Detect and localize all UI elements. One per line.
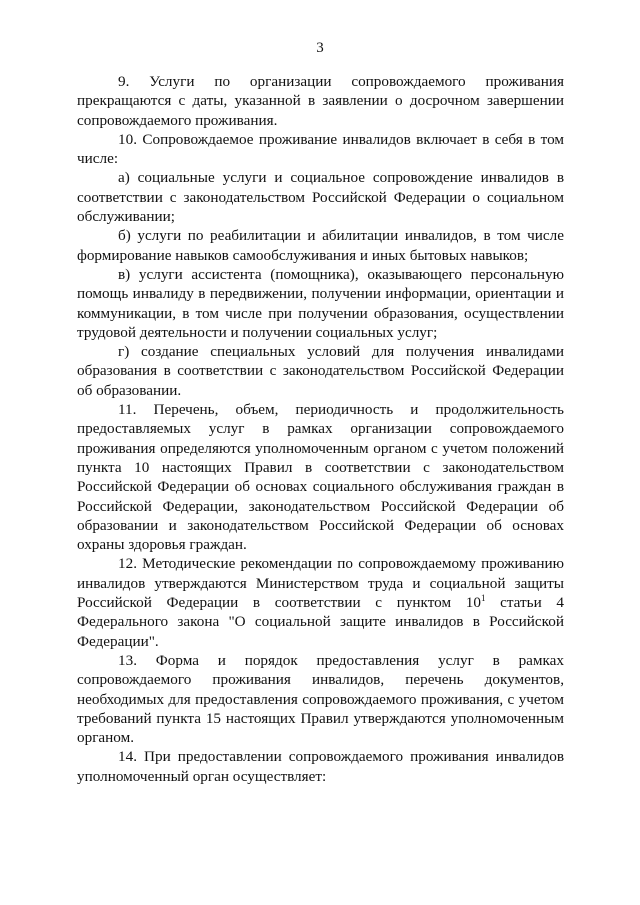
page-number: 3 (316, 40, 324, 56)
paragraph-10-a: а) социальные услуги и социальное сопровождение инвалидов в соответствии с законодательством Российской Федерации о социальном обслуживании; (77, 169, 564, 226)
paragraph-10-g: г) создание специальных условий для получения инвалидами образования в соответствии с законодательством Российской Федерации об образовании. (77, 343, 564, 399)
document-body (77, 72, 564, 786)
paragraph-9: 9. Услуги по организации сопровождаемого проживания прекращаются с даты, указанной в заявлении о досрочном завершении сопровождаемого проживания. (77, 73, 564, 129)
paragraph-12-text-end: статьи 4 Федерального закона "О социальной защите инвалидов в Российской Федерации". (77, 594, 564, 650)
paragraph-13: 13. Форма и порядок предоставления услуг в рамках сопровождаемого проживания инвалидов, перечень документов, необходимых для предоставления сопровождаемого проживания, с учетом требований пункта 15 настоящих Правил утверждаются уполномоченным органом. (77, 651, 564, 747)
paragraph-12 (77, 554, 564, 650)
paragraph-12-superscript: 1 (480, 592, 486, 603)
paragraph-10-b: б) услуги по реабилитации и абилитации инвалидов, в том числе формирование навыков самообслуживания и иных бытовых навыков; (77, 227, 564, 264)
paragraph-14: 14. При предоставлении сопровождаемого проживания инвалидов уполномоченный орган осуществляет: (77, 748, 564, 785)
paragraph-11: 11. Перечень, объем, периодичность и продолжительность предоставляемых услуг в рамках организации сопровождаемого проживания определяются уполномоченным органом с учетом положений пункта 10 настоящих Правил в соответствии с законодательством Российской Федерации об основах социального обслуживания граждан в Российской Федерации, законодательством Российской Федерации об образовании и законодательством Российской Федерации об основах охраны здоровья граждан. (77, 401, 564, 554)
paragraph-10: 10. Сопровождаемое проживание инвалидов включает в себя в том числе: (77, 130, 564, 168)
paragraph-10-v: в) услуги ассистента (помощника), оказывающего персональную помощь инвалиду в передвижении, получении информации, ориентации и коммуникации, в том числе при получении образования, осуществлении трудовой деятельности и получении социальных услуг; (77, 265, 564, 341)
paragraph-12-text-start: 12. Методические рекомендации по сопровождаемому проживанию инвалидов утверждаются Министерством труда и социальной защиты Российской Федерации в соответствии с пунктом 10 (77, 555, 564, 612)
